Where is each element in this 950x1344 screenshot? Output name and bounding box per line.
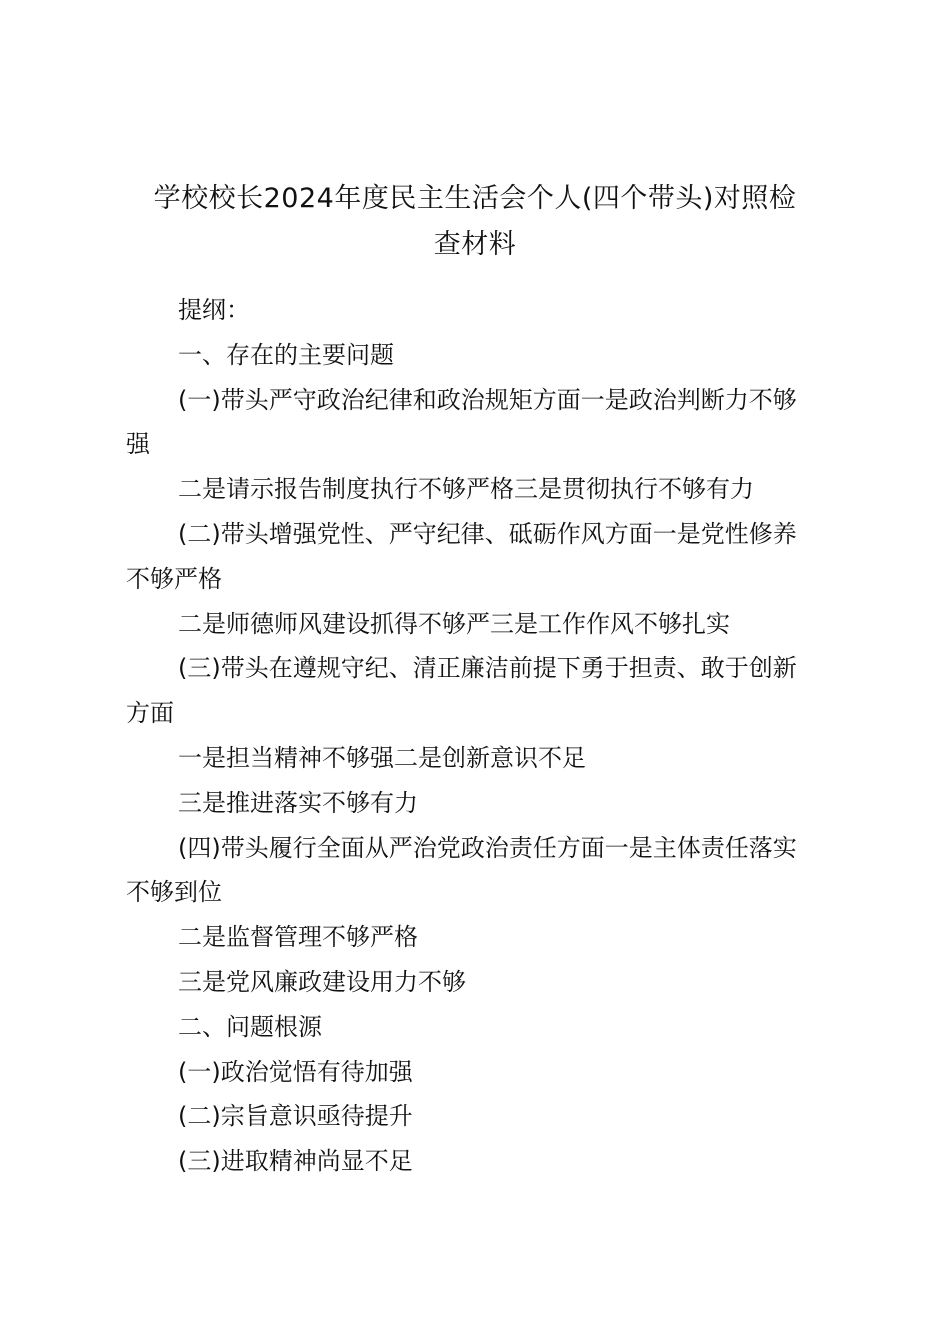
- subsection-3-heading: (三)带头在遵规守纪、清正廉洁前提下勇于担责、敢于创新 方面: [126, 654, 797, 728]
- paragraph-item: (三)进取精神尚显不足: [178, 1147, 413, 1176]
- paragraph-item: 三是党风廉政建设用力不够: [178, 967, 466, 996]
- paragraph-item: 二是监督管理不够严格: [178, 923, 418, 952]
- outline-label: 提纲：: [178, 296, 250, 324]
- section-heading-problems: 一、存在的主要问题: [178, 340, 394, 369]
- paragraph-item: (二)宗旨意识亟待提升: [178, 1102, 413, 1131]
- paragraph-item: 一是担当精神不够强二是创新意识不足: [178, 743, 586, 772]
- paragraph-item: 二是请示报告制度执行不够严格三是贯彻执行不够有力: [178, 475, 754, 504]
- title-line-2: 查材料: [433, 229, 517, 260]
- section-heading-root-causes: 二、问题根源: [178, 1012, 322, 1041]
- subsection-1-heading: (一)带头严守政治纪律和政治规矩方面一是政治判断力不够 强: [126, 385, 797, 459]
- document-body: [126, 288, 826, 1184]
- paragraph-item: 二是师德师风建设抓得不够严三是工作作风不够扎实: [178, 609, 730, 638]
- subsection-2-heading: (二)带头增强党性、严守纪律、砥砺作风方面一是党性修养 不够严格: [126, 519, 797, 593]
- subsection-4-heading: (四)带头履行全面从严治党政治责任方面一是主体责任落实 不够到位: [126, 833, 797, 907]
- paragraph-item: 三是推进落实不够有力: [178, 788, 418, 817]
- document-title: [110, 176, 840, 268]
- title-line-1: 学校校长2024年度民主生活会个人(四个带头)对照检: [153, 183, 797, 214]
- paragraph-item: (一)政治觉悟有待加强: [178, 1057, 413, 1086]
